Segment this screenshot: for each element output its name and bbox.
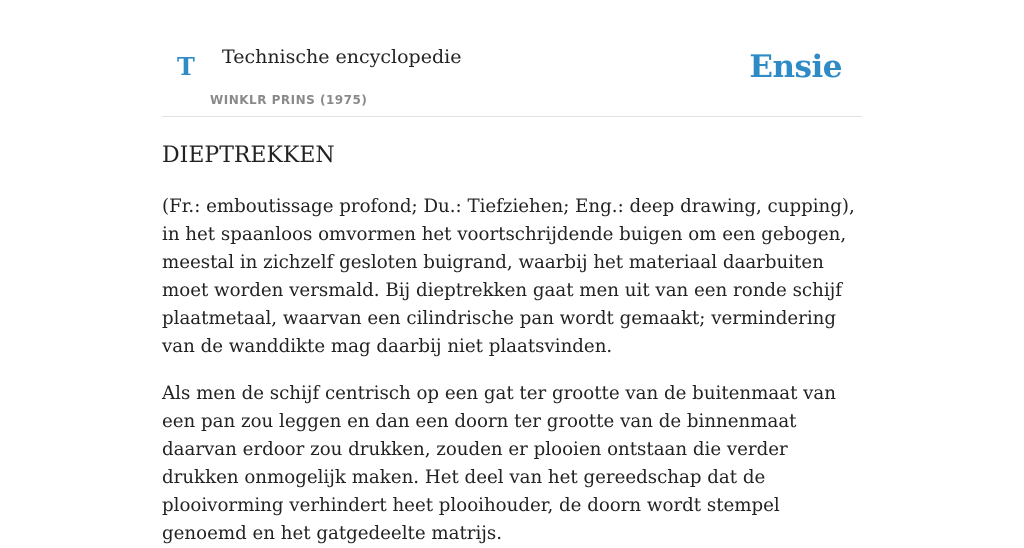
- page: [162, 0, 862, 548]
- source-edition: WINKLR PRINS (1975): [210, 93, 368, 107]
- brand-logo[interactable]: Ensie: [749, 49, 842, 85]
- source-title-link[interactable]: Technische encyclopedie: [222, 46, 462, 68]
- entry-paragraph-2: Als men de schijf centrisch op een gat ter grootte van de buitenmaat van een pan zou leggen en dan een doorn ter grootte van de binnenmaat daarvan erdoor zou drukken, zouden er plooien ontstaan die verder drukken onmogelijk maken. Het deel van het gereedschap dat de plooivorming verhindert heet plooihouder, de doorn wordt stempel genoemd en het gatgedeelte matrijs.: [162, 383, 836, 545]
- entry-content: [162, 143, 862, 548]
- entry-headword: DIEPTREKKEN: [162, 143, 335, 168]
- source-header: [162, 0, 862, 117]
- entry-paragraph-1: (Fr.: emboutissage profond; Du.: Tiefziehen; Eng.: deep drawing, cupping), in het spaanloos omvormen het voortschrijdende buigen om een gebogen, meestal in zichzelf gesloten buigrand, waarbij het materiaal daarbuiten moet worden versmald. Bij dieptrekken gaat men uit van een ronde schijf plaatmetaal, waarvan een cilindrische pan wordt gemaakt; vermindering van de wanddikte mag daarbij niet plaatsvinden.: [162, 196, 855, 358]
- source-logo-icon[interactable]: T: [177, 52, 195, 81]
